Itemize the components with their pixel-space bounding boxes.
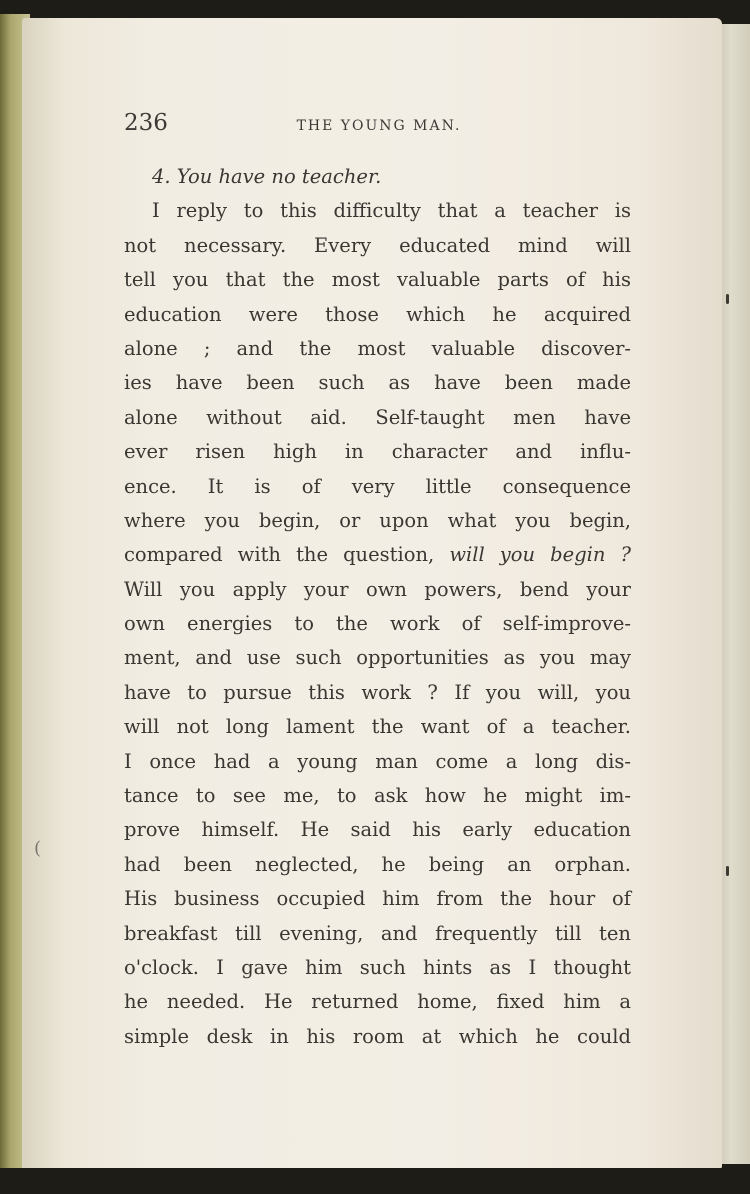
running-head: THE YOUNG MAN. xyxy=(296,118,462,134)
edge-mark xyxy=(726,294,729,304)
italic-question: will you begin ? xyxy=(449,543,631,567)
text-line: I reply to this difficulty that a teacher is xyxy=(152,199,631,223)
page-header xyxy=(124,110,634,142)
text-line: Will you apply your own powers, bend your xyxy=(124,577,631,601)
text-line: had been neglected, he being an orphan. xyxy=(124,852,631,876)
text-line: breakfast till evening, and frequently till ten xyxy=(124,921,631,945)
text-line: tell you that the most valuable parts of his xyxy=(124,268,631,292)
text-line: have to pursue this work ? If you will, you xyxy=(124,680,631,704)
text-line: I once had a young man come a long dis- xyxy=(124,749,631,773)
text-line: ment, and use such opportunities as you may xyxy=(124,646,631,670)
text-line: alone without aid. Self-taught men have xyxy=(124,405,631,429)
section-heading: 4. You have no teacher. xyxy=(152,165,382,188)
text-line-mixed xyxy=(124,538,631,572)
bottom-shadow xyxy=(0,1168,750,1194)
page-number: 236 xyxy=(124,110,168,136)
text-line: ever risen high in character and influ- xyxy=(124,440,631,464)
text-line: own energies to the work of self-improve- xyxy=(124,612,631,636)
text-line: o'clock. I gave him such hints as I thought xyxy=(124,955,631,979)
text-line: tance to see me, to ask how he might im- xyxy=(124,784,631,808)
text-line: where you begin, or upon what you begin, xyxy=(124,508,631,532)
text-line: education were those which he acquired xyxy=(124,302,631,326)
edge-mark xyxy=(726,866,729,876)
text-line: His business occupied him from the hour of xyxy=(124,887,631,911)
text-line: alone ; and the most valuable discover- xyxy=(124,336,631,360)
text-line: simple desk in his room at which he could xyxy=(124,1024,631,1048)
body-text xyxy=(124,160,631,1054)
next-page-edge xyxy=(718,24,750,1164)
text-line: ence. It is of very little consequence xyxy=(124,474,631,498)
text-line: he needed. He returned home, fixed him a xyxy=(124,990,631,1014)
margin-mark: ( xyxy=(34,838,42,859)
text-line: ies have been such as have been made xyxy=(124,371,631,395)
text-span: compared with the question, xyxy=(124,543,435,567)
text-line: will not long lament the want of a teacher. xyxy=(124,715,631,739)
text-line: prove himself. He said his early education xyxy=(124,818,631,842)
text-line: not necessary. Every educated mind will xyxy=(124,233,631,257)
